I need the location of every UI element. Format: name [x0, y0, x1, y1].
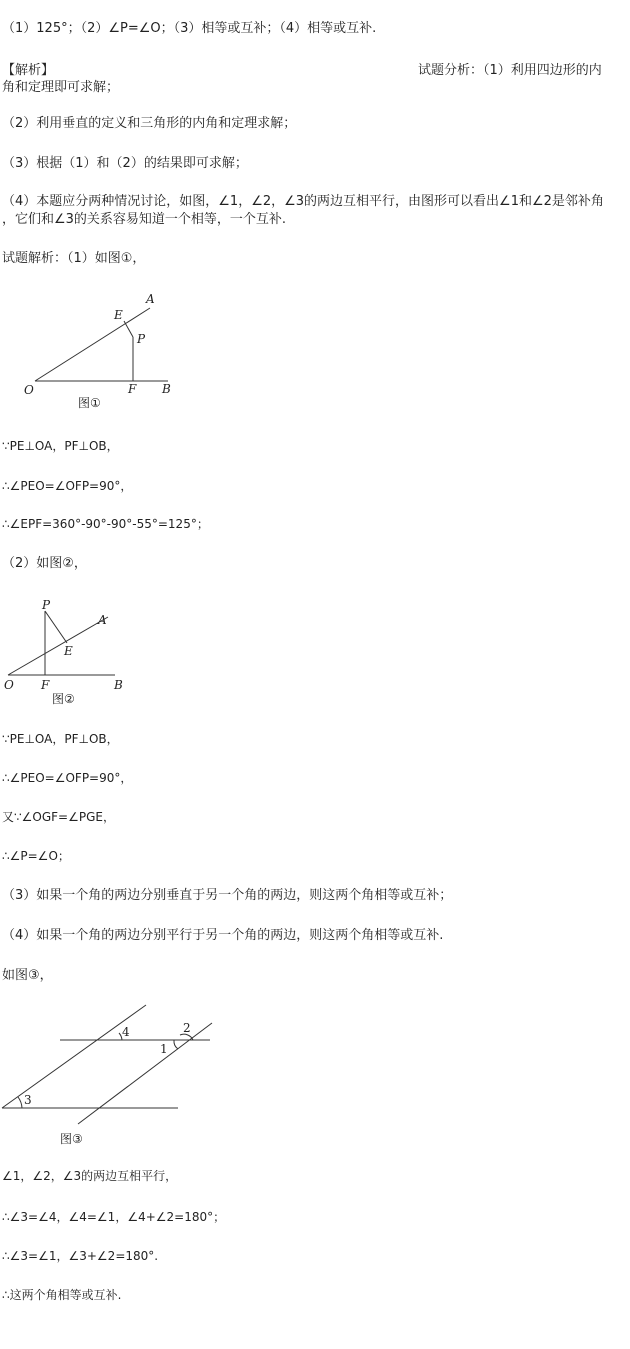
part-2-intro: （2）如图②，: [2, 556, 87, 571]
step-3: ∴∠EPF=360°-90°-90°-55°=125°；: [2, 517, 209, 531]
figure-3: [0, 1000, 220, 1150]
analysis-point-3: （3）根据（1）和（2）的结果即可求解；: [2, 156, 248, 171]
label-a: A: [98, 613, 107, 627]
label-angle-3: 3: [24, 1093, 32, 1107]
label-a: A: [146, 292, 155, 306]
label-e: E: [64, 644, 73, 658]
figure-3-intro: 如图③，: [2, 968, 53, 983]
label-o: O: [24, 383, 34, 397]
segment-pe: [45, 611, 67, 643]
figure-2-caption: 图②: [52, 692, 75, 706]
angle-1-arc: [174, 1040, 178, 1049]
analysis-heading: 【解析】: [2, 63, 55, 78]
step-7: ∴∠P=∠O；: [2, 849, 70, 863]
analysis-point-4-line2: ，它们和∠3的关系容易知道一个相等，一个互补.: [2, 212, 287, 227]
figure-1-caption: 图①: [78, 396, 101, 410]
step-10: ∴∠3=∠1，∠3+∠2=180°.: [2, 1249, 159, 1263]
figure-1: [0, 285, 200, 415]
figure-2-svg: [0, 595, 140, 710]
label-o: O: [4, 678, 14, 692]
analysis-intro: 试题分析：（1）利用四边形的内: [418, 63, 602, 78]
answer-line: （1）125°；（2）∠P=∠O；（3）相等或互补；（4）相等或互补.: [2, 21, 377, 36]
figure-3-caption: 图③: [60, 1132, 83, 1146]
label-b: B: [114, 678, 123, 692]
label-angle-2: 2: [183, 1021, 191, 1035]
figure-2: [0, 595, 140, 710]
segment-pe: [124, 321, 133, 337]
figure-3-svg: [0, 1000, 220, 1150]
figure-1-svg: [0, 285, 200, 415]
part-4-text: （4）如果一个角的两边分别平行于另一个角的两边，则这两个角相等或互补.: [2, 928, 444, 943]
label-f: F: [41, 678, 50, 692]
analysis-point-4-line1: （4）本题应分两种情况讨论，如图，∠1，∠2，∠3的两边互相平行，由图形可以看出∠1和∠2是邻补角: [2, 194, 604, 209]
analysis-point-2: （2）利用垂直的定义和三角形的内角和定理求解；: [2, 116, 297, 131]
solution-intro: 试题解析：（1）如图①，: [2, 251, 146, 266]
step-4: ∵PE⊥OA，PF⊥OB，: [2, 732, 119, 746]
part-3-text: （3）如果一个角的两边分别垂直于另一个角的两边，则这两个角相等或互补；: [2, 888, 453, 903]
label-angle-4: 4: [122, 1025, 130, 1039]
label-f: F: [128, 382, 137, 396]
ray-oa: [8, 617, 108, 675]
step-1: ∵PE⊥OA，PF⊥OB，: [2, 439, 119, 453]
label-b: B: [162, 382, 171, 396]
step-9: ∴∠3=∠4，∠4=∠1，∠4+∠2=180°；: [2, 1210, 226, 1224]
step-11: ∴这两个角相等或互补.: [2, 1288, 122, 1302]
label-angle-1: 1: [160, 1042, 168, 1056]
analysis-intro-cont: 角和定理即可求解；: [2, 80, 120, 95]
step-6: 又∵∠OGF=∠PGE，: [2, 810, 115, 824]
step-2: ∴∠PEO=∠OFP=90°，: [2, 479, 133, 493]
step-8: ∠1，∠2，∠3的两边互相平行，: [2, 1169, 178, 1183]
step-5: ∴∠PEO=∠OFP=90°，: [2, 771, 133, 785]
angle-3-arc: [18, 1097, 22, 1108]
label-p: P: [42, 598, 51, 612]
label-e: E: [114, 308, 123, 322]
label-p: P: [137, 332, 146, 346]
